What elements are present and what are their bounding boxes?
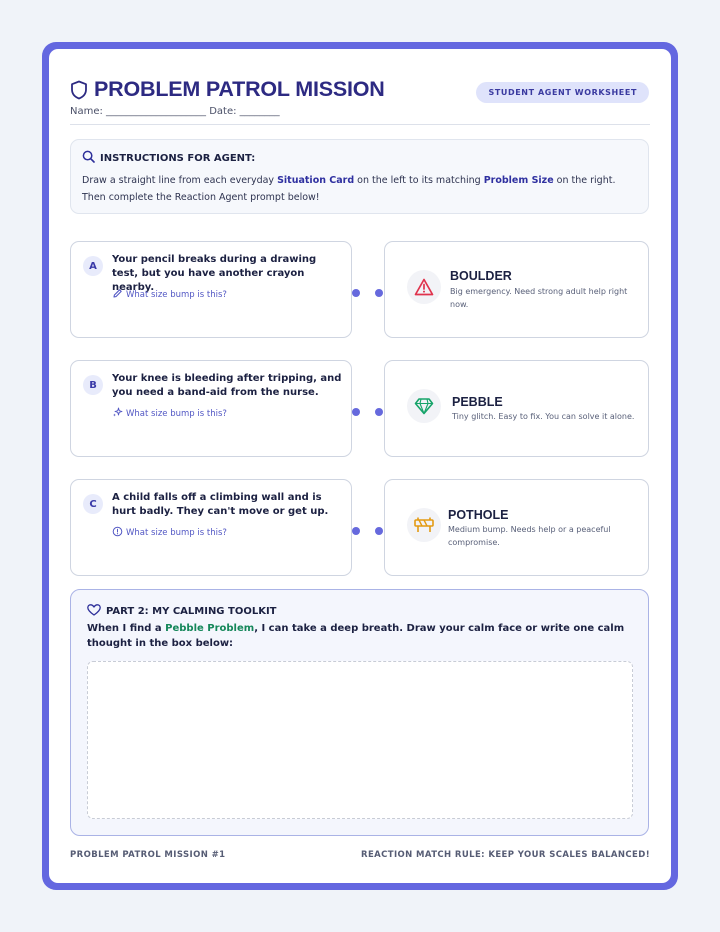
instructions-heading-text: INSTRUCTIONS FOR AGENT: bbox=[100, 152, 256, 164]
situation-card-c[interactable] bbox=[70, 479, 352, 576]
footer-left: PROBLEM PATROL MISSION #1 bbox=[70, 850, 226, 860]
situation-text: Your knee is bleeding after tripping, and you need a band-aid from the nurse. bbox=[112, 373, 342, 398]
warning-triangle-icon bbox=[407, 270, 441, 304]
problem-size-name: POTHOLE bbox=[448, 508, 509, 522]
info-circle-icon bbox=[112, 526, 126, 540]
connector-dot-left-b[interactable] bbox=[352, 408, 360, 416]
drawing-area[interactable] bbox=[87, 661, 633, 819]
connector-dot-right-1[interactable] bbox=[375, 289, 383, 297]
problem-size-desc: Big emergency. Need strong adult help right now. bbox=[450, 287, 628, 309]
calming-toolkit-prompt bbox=[87, 621, 635, 651]
sparkles-icon bbox=[112, 407, 126, 421]
instructions-text bbox=[82, 172, 637, 206]
problem-size-card-pebble[interactable] bbox=[384, 360, 649, 457]
worksheet-frame bbox=[42, 42, 678, 890]
search-icon bbox=[82, 150, 100, 166]
instructions-text-part: on the left to its matching bbox=[354, 175, 484, 186]
problem-size-name: BOULDER bbox=[450, 269, 512, 283]
problem-size-card-pothole[interactable] bbox=[384, 479, 649, 576]
problem-size-card-boulder[interactable] bbox=[384, 241, 649, 338]
pebble-problem-highlight: Pebble Problem bbox=[165, 623, 255, 634]
situation-card-highlight: Situation Card bbox=[277, 175, 355, 186]
title-row bbox=[70, 77, 385, 102]
size-hint-text: What size bump is this? bbox=[126, 409, 227, 419]
size-hint bbox=[112, 407, 227, 421]
road-barrier-icon bbox=[407, 508, 441, 542]
situation-letter: A bbox=[83, 256, 103, 276]
worksheet-page bbox=[49, 49, 671, 883]
connector-dot-left-c[interactable] bbox=[352, 527, 360, 535]
size-hint-text: What size bump is this? bbox=[126, 528, 227, 538]
size-hint-text: What size bump is this? bbox=[126, 290, 227, 300]
prompt-text-part: When I find a bbox=[87, 623, 166, 634]
calming-toolkit-section bbox=[70, 589, 649, 836]
gem-icon bbox=[407, 389, 441, 423]
footer-right: REACTION MATCH RULE: KEEP YOUR SCALES BALANCED! bbox=[361, 850, 650, 860]
name-date-line: Name: ____________________ Date: ________ bbox=[70, 106, 280, 117]
situation-text: A child falls off a climbing wall and is hurt badly. They can't move or get up. bbox=[112, 492, 329, 517]
size-hint bbox=[112, 526, 227, 540]
connector-dot-right-3[interactable] bbox=[375, 527, 383, 535]
instructions-heading bbox=[82, 150, 637, 166]
calming-toolkit-heading-text: PART 2: MY CALMING TOOLKIT bbox=[106, 606, 277, 617]
problem-size-highlight: Problem Size bbox=[483, 175, 554, 186]
size-hint bbox=[112, 288, 227, 302]
problem-size-desc: Tiny glitch. Easy to fix. You can solve it alone. bbox=[452, 412, 635, 421]
pencil-icon bbox=[112, 288, 126, 302]
connector-dot-right-2[interactable] bbox=[375, 408, 383, 416]
prompt-text-part: , I can take a deep breath. Draw your calm face or write one calm thought in the box below: bbox=[87, 623, 625, 649]
worksheet-badge: STUDENT AGENT WORKSHEET bbox=[476, 82, 649, 103]
situation-card-b[interactable] bbox=[70, 360, 352, 457]
page-title: PROBLEM PATROL MISSION bbox=[94, 77, 385, 101]
problem-size-desc: Medium bump. Needs help or a peaceful compromise. bbox=[448, 525, 611, 547]
connector-dot-left-a[interactable] bbox=[352, 289, 360, 297]
shield-icon bbox=[70, 80, 88, 100]
instructions-text-part: on the right. Then complete the Reaction Agent prompt below! bbox=[82, 175, 616, 203]
situation-letter: C bbox=[83, 494, 103, 514]
instructions-box bbox=[70, 139, 649, 214]
situation-text: Your pencil breaks during a drawing test, but you have another crayon nearby. bbox=[112, 254, 317, 293]
calming-toolkit-heading bbox=[87, 604, 276, 619]
problem-size-name: PEBBLE bbox=[452, 395, 503, 409]
situation-letter: B bbox=[83, 375, 103, 395]
situation-card-a[interactable] bbox=[70, 241, 352, 338]
instructions-text-part: Draw a straight line from each everyday bbox=[82, 175, 278, 186]
header-divider bbox=[70, 124, 650, 125]
heart-icon bbox=[87, 604, 106, 619]
